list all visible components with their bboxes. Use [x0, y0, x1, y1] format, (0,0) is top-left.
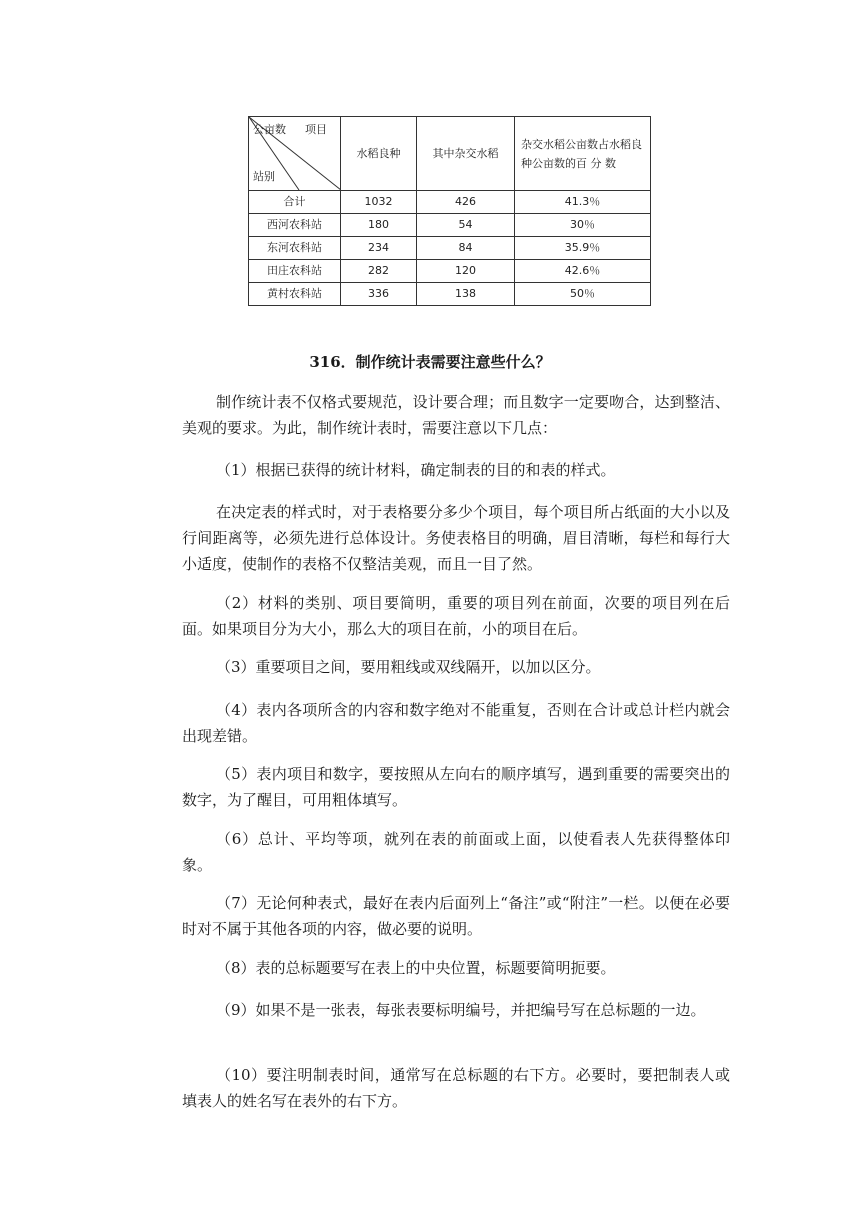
cell-percent: 41.3％	[515, 191, 651, 214]
point-1: （1）根据已获得的统计材料，确定制表的目的和表的样式。	[216, 461, 616, 479]
cell-hybrid: 120	[417, 260, 515, 283]
header-station-label: 站别	[253, 170, 275, 183]
cell-total: 282	[341, 260, 417, 283]
intro-paragraph: 制作统计表不仅格式要规范，设计要合理；而且数字一定要吻合，达到整洁、美观的要求。为此，制作统计表时，需要注意以下几点：	[182, 393, 730, 437]
row-label: 合计	[249, 191, 341, 214]
cell-percent: 30％	[515, 214, 651, 237]
header-area-label: 公亩数	[253, 123, 286, 136]
point-9: （9）如果不是一张表，每张表要标明编号，并把编号写在总标题的一边。	[216, 1001, 706, 1019]
cell-hybrid: 138	[417, 283, 515, 306]
cell-total: 180	[341, 214, 417, 237]
cell-percent: 42.6％	[515, 260, 651, 283]
point-8: （8）表的总标题要写在表上的中央位置，标题要简明扼要。	[216, 959, 616, 977]
header-col-percent: 杂交水稻公亩数占水稻良种公亩数的百 分 数	[515, 117, 651, 191]
statistics-table	[248, 116, 651, 306]
point-5: （5）表内项目和数字，要按照从左向右的顺序填写，遇到重要的需要突出的数字，为了醒目，可用粗体填写。	[182, 765, 730, 809]
header-col-rice: 水稻良种	[341, 117, 417, 191]
cell-hybrid: 426	[417, 191, 515, 214]
table-row	[249, 260, 651, 283]
section-heading: 316．制作统计表需要注意些什么？	[309, 353, 551, 371]
row-label: 田庄农科站	[249, 260, 341, 283]
header-col-hybrid: 其中杂交水稻	[417, 117, 515, 191]
header-item-label: 项目	[305, 123, 327, 136]
point-1-detail: 在决定表的样式时，对于表格要分多少个项目，每个项目所占纸面的大小以及行间距离等，必须先进行总体设计。务使表格目的明确，眉目清晰，每栏和每行大小适度，使制作的表格不仅整洁美观，而且一目了然。	[182, 503, 730, 573]
point-4: （4）表内各项所含的内容和数字绝对不能重复，否则在合计或总计栏内就会出现差错。	[182, 701, 730, 745]
diagonal-header-cell	[249, 117, 341, 191]
point-6: （6）总计、平均等项，就列在表的前面或上面，以使看表人先获得整体印象。	[182, 830, 730, 874]
table-row	[249, 237, 651, 260]
table-row	[249, 214, 651, 237]
cell-total: 234	[341, 237, 417, 260]
cell-percent: 50％	[515, 283, 651, 306]
cell-hybrid: 84	[417, 237, 515, 260]
row-label: 西河农科站	[249, 214, 341, 237]
table-row	[249, 283, 651, 306]
cell-total: 1032	[341, 191, 417, 214]
table-header-row	[249, 117, 651, 191]
table-row	[249, 191, 651, 214]
row-label: 东河农科站	[249, 237, 341, 260]
cell-hybrid: 54	[417, 214, 515, 237]
cell-total: 336	[341, 283, 417, 306]
cell-percent: 35.9％	[515, 237, 651, 260]
point-10: （10）要注明制表时间，通常写在总标题的右下方。必要时，要把制表人或填表人的姓名写在表外的右下方。	[182, 1066, 730, 1110]
row-label: 黄村农科站	[249, 283, 341, 306]
point-3: （3）重要项目之间，要用粗线或双线隔开，以加以区分。	[216, 658, 601, 676]
point-7: （7）无论何种表式，最好在表内后面列上“备注”或“附注”一栏。以便在必要时对不属于其他各项的内容，做必要的说明。	[182, 894, 730, 938]
point-2: （2）材料的类别、项目要简明，重要的项目列在前面，次要的项目列在后面。如果项目分为大小，那么大的项目在前，小的项目在后。	[182, 594, 730, 638]
